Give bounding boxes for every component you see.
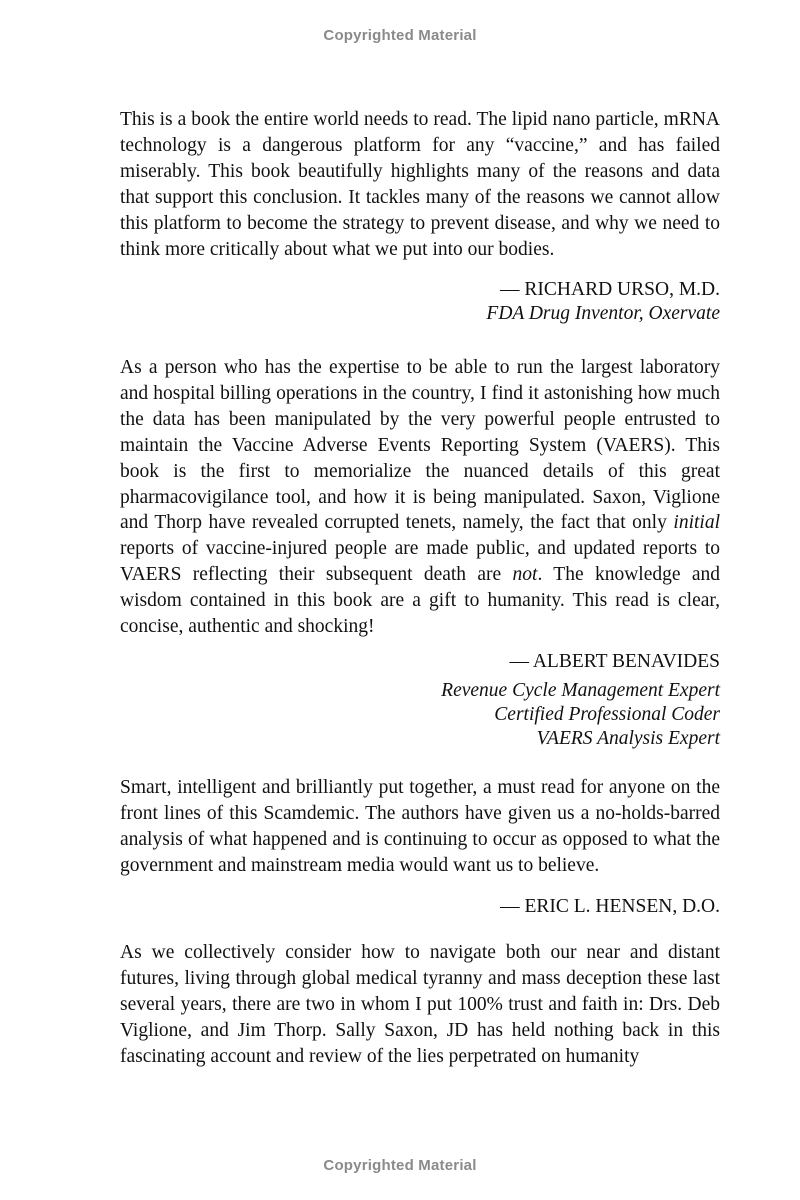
blurb-text-final: As we collectively consider how to navigate both our near and distant futures, living through global medical tyranny and mass deception these last several years, there are two in whom I put 100% trust and faith in: Drs. Deb Viglione, and Jim Thorp. Sally Saxon, JD has held nothing back in this fascinating account and review of the lies perpetrated on humanity	[120, 942, 720, 1067]
blurb-text-benavides	[120, 355, 720, 640]
blurb-text-emphasis: not	[512, 564, 538, 586]
attribution-name: — ERIC L. HENSEN, D.O.	[500, 896, 720, 917]
blurb-text-emphasis: initial	[673, 512, 720, 534]
attribution-title: Certified Professional Coder	[494, 704, 720, 725]
attribution-hensen	[120, 894, 720, 919]
attribution-name: — ALBERT BENAVIDES	[509, 651, 720, 672]
attribution-title: Revenue Cycle Management Expert	[441, 680, 720, 701]
attribution-benavides	[120, 649, 720, 751]
copyright-watermark-top: Copyrighted Material	[323, 27, 477, 44]
attribution-name: — RICHARD URSO, M.D.	[500, 279, 720, 300]
blurb-text-segment: . The knowledge and wisdom contained in this book are a gift to humanity. This read is clear, concise, authentic and shocking!	[120, 564, 720, 638]
attribution-title: FDA Drug Inventor, Oxervate	[486, 303, 720, 324]
copyright-watermark-bottom: Copyrighted Material	[323, 1157, 477, 1174]
blurb-text-urso: This is a book the entire world needs to read. The lipid nano particle, mRNA technology is a dangerous platform for any “vaccine,” and has failed miserably. This book beautifully highlights many of the reasons and data that support this conclusion. It tackles many of the reasons we cannot allow this platform to become the strategy to prevent disease, and why we need to think more critically about what we put into our bodies.	[120, 109, 720, 260]
attribution-urso	[120, 277, 720, 326]
blurb-text-segment: reports of vaccine-injured people are made public, and updated reports to VAERS reflecting their subsequent death are	[120, 538, 720, 586]
attribution-title: VAERS Analysis Expert	[536, 728, 720, 749]
blurb-text-segment: As a person who has the expertise to be able to run the largest laboratory and hospital billing operations in the country, I find it astonishing how much the data has been manipulated by the very powerful people entrusted to maintain the Vaccine Adverse Events Reporting System (VAERS). This book is the first to memorialize the nuanced details of this great pharmacovigilance tool, and how it is being manipulated. Saxon, Viglione and Thorp have revealed corrupted tenets, namely, the fact that only	[120, 357, 720, 534]
blurb-text-hensen: Smart, intelligent and brilliantly put together, a must read for anyone on the front lines of this Scamdemic. The authors have given us a no-holds-barred analysis of what happened and is continuing to occur as opposed to what the government and mainstream media would want us to believe.	[120, 777, 720, 876]
